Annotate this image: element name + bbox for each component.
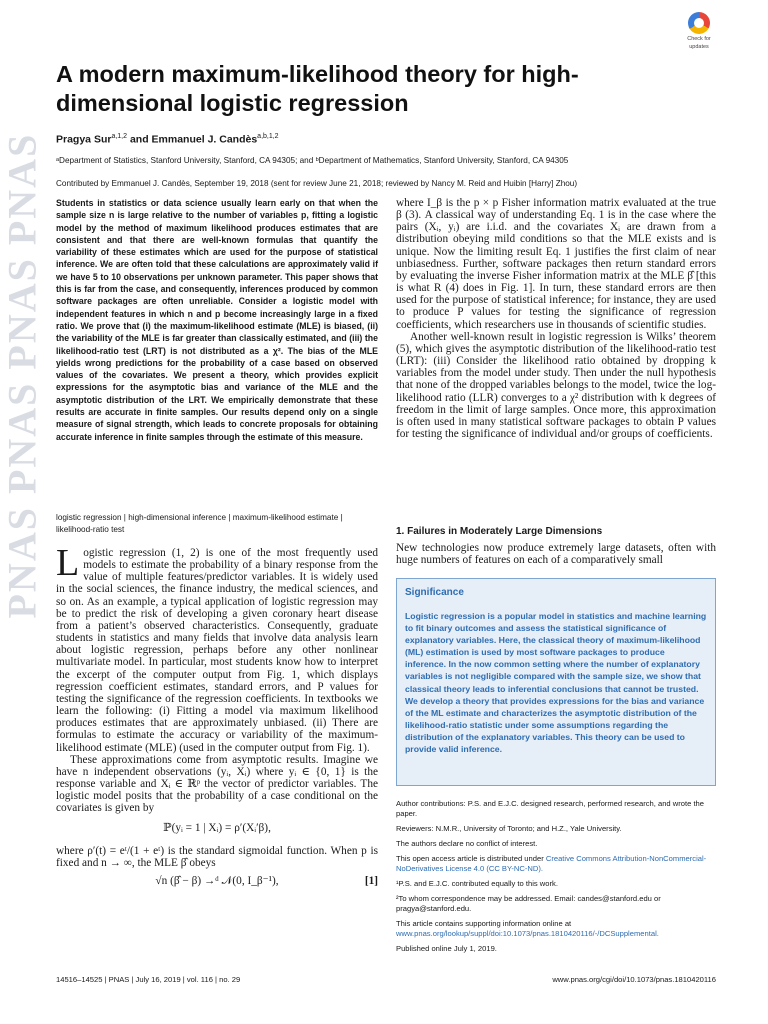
updates-icon — [688, 12, 710, 34]
right-paragraph-2: Another well-known result in logistic regression is Wilks’ theorem (5), which gives the asymptotic distribution of the likelihood-ratio test (LRT): (iii) Consider the likelihood ratio obtained by dropping k variables from the model under study. Then under the null hypothesis that none of the dropped variables belongs to the model, twice the log-likelihood ratio (LLR) converges to a χ² distribution with k degrees of freedom in the limit of large samples. Once more, this approximation is often used in many statistical software packages to obtain P values for testing the significance of individual and/or groups of coefficients. — [396, 330, 716, 440]
author-2[interactable]: Emmanuel J. Candès — [151, 133, 258, 146]
equation-1-number: [1] — [364, 874, 378, 887]
equation-logistic: ℙ(yᵢ = 1 | Xᵢ) = ρ′(Xᵢ′β), — [163, 822, 271, 835]
license-link[interactable]: Creative Commons Attribution-NonCommercial-NoDerivatives License 4.0 (CC BY-NC-ND). — [396, 854, 707, 873]
keywords: logistic regression | high-dimensional inference | maximum-likelihood estimate | likelihood-ratio test — [56, 513, 343, 534]
footnote-2: ²To whom correspondence may be addressed. Email: candes@stanford.edu or pragya@stanford.edu. — [396, 894, 661, 913]
author-2-affil: a,b,1,2 — [257, 133, 279, 140]
journal-watermark: PNAS PNAS PNAS PNAS — [0, 132, 45, 619]
abstract — [56, 197, 378, 443]
right-column — [396, 197, 716, 440]
author-contributions: Author contributions: P.S. and E.J.C. designed research, performed research, and wrote the paper. — [396, 799, 704, 818]
intro-column — [56, 542, 378, 893]
intro-paragraph-2: These approximations come from asymptotic results. Imagine we have n independent observations (yᵢ, Xᵢ) where yᵢ ∈ {0, 1} is the response variable and Xᵢ ∈ ℝᵖ the vector of predictor variables. The logistic model posits that the probability of a case conditional on the covariates is given by — [56, 753, 378, 815]
significance-text: Logistic regression is a popular model in statistics and machine learning to fit binary outcomes and assess the statistical significance of explanatory variables. Here, the classical theory of maximum-likelihood (ML) estimation is used by most software packages to produce inference. In the now common setting where the number of explanatory variables is not negligible compared with the sample size, we show that classical theory leads to inferential conclusions that cannot be trusted. We develop a theory that provides expressions for the bias and variance of the ML estimate and characterizes the asymptotic distribution of the likelihood-ratio statistic under some assumptions regarding the distribution of the explanatory variables. This theory can be used to provide valid inference. — [405, 611, 707, 755]
author-list — [56, 133, 279, 146]
equation-1 — [56, 875, 378, 887]
supp-link[interactable]: www.pnas.org/lookup/suppl/doi:10.1073/pnas.1810420116/-/DCSupplemental. — [396, 929, 659, 938]
section-1-paragraph: New technologies now produce extremely large datasets, often with huge numbers of features on each of a comparatively small — [396, 542, 716, 567]
paper-title: A modern maximum-likelihood theory for high-dimensional logistic regression — [56, 61, 579, 116]
footer-citation: 14516–14525 | PNAS | July 16, 2019 | vol. 116 | no. 29 — [56, 975, 241, 984]
footer-doi-link[interactable]: www.pnas.org/cgi/doi/10.1073/pnas.1810420116 — [552, 975, 716, 984]
conflict-statement: The authors declare no conflict of interest. — [396, 839, 538, 848]
footnotes — [396, 799, 716, 959]
significance-box — [396, 578, 716, 786]
equation-1-body: √n (β̂ − β) →ᵈ 𝒩(0, I_β⁻¹), — [155, 874, 279, 887]
check-for-updates-badge[interactable] — [678, 12, 720, 50]
author-1-affil: a,1,2 — [111, 133, 128, 140]
drop-cap: L — [56, 542, 80, 584]
reviewers: Reviewers: N.M.R., University of Toronto; and H.Z., Yale University. — [396, 824, 622, 833]
author-and: and — [127, 133, 152, 146]
supp-text: This article contains supporting information online at — [396, 919, 572, 928]
badge-line1: Check for — [687, 36, 711, 42]
supporting-info — [396, 919, 716, 939]
author-1[interactable]: Pragya Sur — [56, 133, 112, 146]
section-1-text — [396, 542, 716, 566]
right-paragraph-1: where I_β is the p × p Fisher information matrix evaluated at the true β (3). A classical way of understanding Eq. 1 is in the case where the pairs (Xᵢ, yᵢ) are i.i.d. and the covariates Xᵢ are drawn from a distribution obeying mild conditions so that the MLE exists and is unique. Now the limiting result Eq. 1 justifies the first claim of near unbiasedness. Further, software packages then return standard errors by evaluating the inverse Fisher information matrix at the MLE β̂ [this is what R (4) does in Fig. 1]. In turn, these standard errors are then used for the purpose of statistical inference; for instance, they are used to produce P values for testing the significance of regression coefficients, which researchers use in thousands of scientific studies. — [396, 197, 716, 331]
contributed-line: Contributed by Emmanuel J. Candès, September 19, 2018 (sent for review June 21, 2018; reviewed by Nancy M. Reid and Huibin [Harry] Zhou) — [56, 179, 578, 188]
license-note — [396, 854, 716, 874]
footnote-1: ¹P.S. and E.J.C. contributed equally to this work. — [396, 879, 558, 888]
significance-heading: Significance — [405, 587, 464, 598]
abstract-text: Students in statistics or data science usually learn early on that when the sample size n is large relative to the number of variables p, fitting a logistic model by the method of maximum likelihood produces estimates that are consistent and that there are well-known formulas that quantify the variability of these estimates which are used for the purpose of statistical inference. We are often told that these calculations are approximately valid if we have 5 to 10 observations per unknown parameter. This paper shows that this is far from the case, and consequently, inferences produced by common software packages are often unreliable. Consider a logistic model with independent features in which n and p become increasingly large in a fixed ratio. We prove that (i) the maximum-likelihood estimate (MLE) is biased, (ii) the variability of the MLE is far greater than classically estimated, and (iii) the likelihood-ratio test (LRT) is not distributed as a χ². The bias of the MLE yields wrong predictions for the probability of a case based on observed values of the covariates. We present a theory, which provides explicit expressions for the asymptotic bias and variance of the MLE and the asymptotic distribution of the LRT. We empirically demonstrate that these results are accurate in finite samples. Our results depend only on a single measure of signal strength, which leads to concrete proposals for obtaining accurate inference in finite samples through the estimate of this measure. — [56, 198, 378, 442]
section-heading: 1. Failures in Moderately Large Dimensions — [396, 526, 603, 537]
intro-paragraph-3: where ρ′(t) = eᵗ/(1 + eᵗ) is the standard sigmoidal function. When p is fixed and n → ∞, the MLE β̂ obeys — [56, 844, 378, 869]
published-date: Published online July 1, 2019. — [396, 944, 497, 953]
affiliations: ᵃDepartment of Statistics, Stanford University, Stanford, CA 94305; and ᵇDepartment of Mathematics, Stanford University, Stanford, CA 94305 — [56, 156, 569, 165]
badge-line2: updates — [689, 44, 709, 50]
intro-paragraph-1: ogistic regression (1, 2) is one of the most frequently used models to estimate the probability of a binary response from the value of multiple features/predictor variables. It is widely used in the social sciences, the finance industry, the medical sciences, and so on. As an example, a typical application of logistic regression may be to predict the risk of developing a given coronary heart disease from a patient’s observed characteristics. Consequently, graduate students in statistics and many fields that involve data analysis learn about logistic regression, perhaps before any other nonlinear multivariate model. In particular, most students know how to interpret the excerpt of the computer output from Fig. 1, which displays regression coefficient estimates, standard errors, and P values for testing the significance of the regression coefficients. In textbooks we learn the following: (i) Fitting a model via maximum likelihood produces estimates that are approximately unbiased. (ii) There are formulas to estimate the accuracy or variability of the maximum-likelihood estimate (MLE) (used in the computer output from Fig. 1). — [56, 547, 378, 754]
license-text: This open access article is distributed under — [396, 854, 546, 863]
